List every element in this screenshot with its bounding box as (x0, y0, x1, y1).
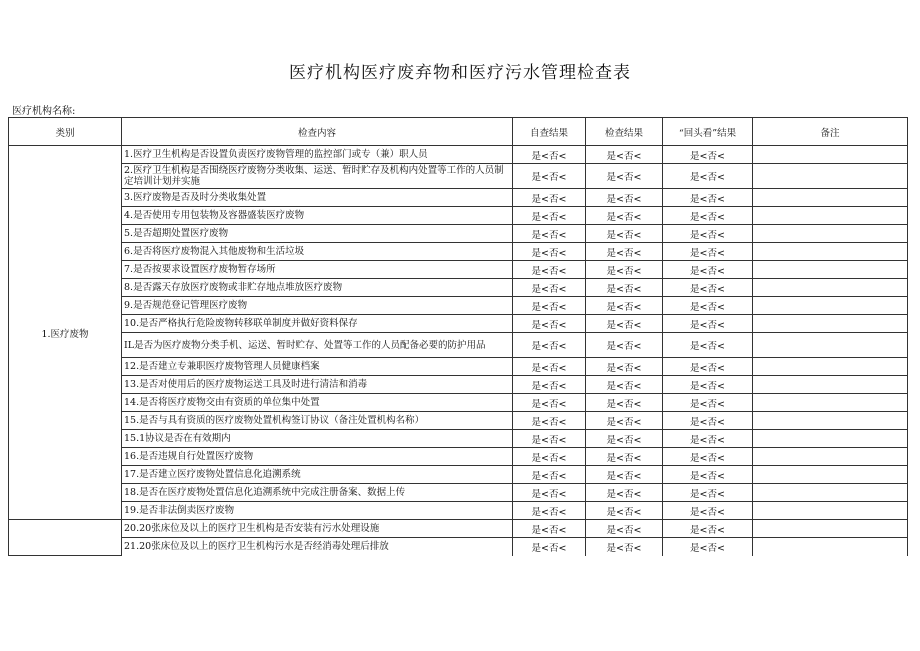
remarks-cell[interactable] (753, 189, 908, 207)
self-check-option[interactable]: 是<否< (513, 146, 586, 164)
inspect-option[interactable]: 是<否< (586, 164, 663, 189)
org-name-label: 医疗机构名称: (12, 106, 76, 117)
table-row (9, 146, 908, 164)
lookback-option[interactable]: 是<否< (663, 261, 753, 279)
inspect-option[interactable]: 是<否< (586, 412, 663, 430)
check-item: 15.1协议是否在有效期内 (122, 430, 513, 448)
header-remarks: 备注 (753, 118, 908, 146)
remarks-cell[interactable] (753, 279, 908, 297)
table-row (9, 538, 908, 556)
self-check-option[interactable]: 是<否< (513, 315, 586, 333)
inspect-option[interactable]: 是<否< (586, 484, 663, 502)
self-check-option[interactable]: 是<否< (513, 225, 586, 243)
inspection-table (8, 117, 908, 556)
inspect-option[interactable]: 是<否< (586, 430, 663, 448)
category-sewage (9, 520, 122, 556)
inspect-option[interactable]: 是<否< (586, 448, 663, 466)
remarks-cell[interactable] (753, 376, 908, 394)
self-check-option[interactable]: 是<否< (513, 484, 586, 502)
lookback-option[interactable]: 是<否< (663, 484, 753, 502)
remarks-cell[interactable] (753, 502, 908, 520)
check-item: 5.是否超期处置医疗废物 (122, 225, 513, 243)
check-item: 8.是否露天存放医疗废物或非贮存地点堆放医疗废物 (122, 279, 513, 297)
check-item: 21.20张床位及以上的医疗卫生机构污水是否经消毒处理后排放 (122, 538, 513, 556)
table-row (9, 315, 908, 333)
table-row (9, 333, 908, 358)
self-check-option[interactable]: 是<否< (513, 261, 586, 279)
lookback-option[interactable]: 是<否< (663, 448, 753, 466)
remarks-cell[interactable] (753, 261, 908, 279)
remarks-cell[interactable] (753, 448, 908, 466)
table-row (9, 376, 908, 394)
remarks-cell[interactable] (753, 520, 908, 538)
self-check-option[interactable]: 是<否< (513, 520, 586, 538)
remarks-cell[interactable] (753, 225, 908, 243)
inspect-option[interactable]: 是<否< (586, 502, 663, 520)
check-item: 4.是否使用专用包装物及容器盛装医疗废物 (122, 207, 513, 225)
inspect-option[interactable]: 是<否< (586, 297, 663, 315)
inspect-option[interactable]: 是<否< (586, 243, 663, 261)
self-check-option[interactable]: 是<否< (513, 333, 586, 358)
lookback-option[interactable]: 是<否< (663, 358, 753, 376)
table-header-row (9, 118, 908, 146)
lookback-option[interactable]: 是<否< (663, 189, 753, 207)
self-check-option[interactable]: 是<否< (513, 502, 586, 520)
table-row (9, 466, 908, 484)
inspect-option[interactable]: 是<否< (586, 279, 663, 297)
check-item: 19.是否非法倒卖医疗废物 (122, 502, 513, 520)
inspect-option[interactable]: 是<否< (586, 261, 663, 279)
lookback-option[interactable]: 是<否< (663, 502, 753, 520)
table-row (9, 261, 908, 279)
lookback-option[interactable]: 是<否< (663, 207, 753, 225)
remarks-cell[interactable] (753, 146, 908, 164)
header-category: 类别 (9, 118, 122, 146)
lookback-option[interactable]: 是<否< (663, 376, 753, 394)
check-item: 16.是否违规自行处置医疗废物 (122, 448, 513, 466)
check-item: 20.20张床位及以上的医疗卫生机构是否安装有污水处理设施 (122, 520, 513, 538)
page-title: 医疗机构医疗废弃物和医疗污水管理检查表 (289, 63, 631, 83)
table-row (9, 412, 908, 430)
table-row (9, 297, 908, 315)
check-item: 2.医疗卫生机构是否围绕医疗废物分类收集、运送、暂时贮存及机构内处置等工作的人员制定培训计划并实施 (122, 164, 513, 189)
header-self-check: 自查结果 (513, 118, 586, 146)
remarks-cell[interactable] (753, 333, 908, 358)
table-row (9, 394, 908, 412)
lookback-option[interactable]: 是<否< (663, 225, 753, 243)
inspect-option[interactable]: 是<否< (586, 520, 663, 538)
inspect-option[interactable]: 是<否< (586, 394, 663, 412)
check-item: 10.是否严格执行危险废物转移联单制度并做好资料保存 (122, 315, 513, 333)
self-check-option[interactable]: 是<否< (513, 538, 586, 556)
header-inspect: 检查结果 (586, 118, 663, 146)
remarks-cell[interactable] (753, 394, 908, 412)
lookback-option[interactable]: 是<否< (663, 394, 753, 412)
inspect-option[interactable]: 是<否< (586, 376, 663, 394)
self-check-option[interactable]: 是<否< (513, 243, 586, 261)
table-row (9, 430, 908, 448)
check-item: 17.是否建立医疗废物处置信息化追溯系统 (122, 466, 513, 484)
remarks-cell[interactable] (753, 466, 908, 484)
remarks-cell[interactable] (753, 164, 908, 189)
inspect-option[interactable]: 是<否< (586, 358, 663, 376)
self-check-option[interactable]: 是<否< (513, 376, 586, 394)
table-row (9, 448, 908, 466)
check-item: 13.是否对使用后的医疗废物运送工具及时进行清洁和消毒 (122, 376, 513, 394)
lookback-option[interactable]: 是<否< (663, 520, 753, 538)
remarks-cell[interactable] (753, 412, 908, 430)
remarks-cell[interactable] (753, 484, 908, 502)
self-check-option[interactable]: 是<否< (513, 189, 586, 207)
lookback-option[interactable]: 是<否< (663, 279, 753, 297)
table-row (9, 225, 908, 243)
inspect-option[interactable]: 是<否< (586, 538, 663, 556)
self-check-option[interactable]: 是<否< (513, 207, 586, 225)
check-item: 3.医疗废物是否及时分类收集处置 (122, 189, 513, 207)
category-medical-waste: 1.医疗废物 (9, 146, 122, 520)
lookback-option[interactable]: 是<否< (663, 412, 753, 430)
lookback-option[interactable]: 是<否< (663, 538, 753, 556)
check-item: 15.是否与具有资质的医疗废物处置机构签订协议（备注处置机构名称） (122, 412, 513, 430)
lookback-option[interactable]: 是<否< (663, 146, 753, 164)
check-item: 12.是否建立专兼职医疗废物管理人员健康档案 (122, 358, 513, 376)
table-row (9, 189, 908, 207)
remarks-cell[interactable] (753, 538, 908, 556)
lookback-option[interactable]: 是<否< (663, 315, 753, 333)
remarks-cell[interactable] (753, 207, 908, 225)
inspect-option[interactable]: 是<否< (586, 225, 663, 243)
check-item: 6.是否将医疗废物混入其他废物和生活垃圾 (122, 243, 513, 261)
inspect-option[interactable]: 是<否< (586, 189, 663, 207)
self-check-option[interactable]: 是<否< (513, 448, 586, 466)
self-check-option[interactable]: 是<否< (513, 164, 586, 189)
inspect-option[interactable]: 是<否< (586, 207, 663, 225)
table-row (9, 243, 908, 261)
check-item: 9.是否规范登记管理医疗废物 (122, 297, 513, 315)
check-item: 7.是否按要求设置医疗废物暂存场所 (122, 261, 513, 279)
table-row (9, 164, 908, 189)
lookback-option[interactable]: 是<否< (663, 430, 753, 448)
remarks-cell[interactable] (753, 315, 908, 333)
lookback-option[interactable]: 是<否< (663, 333, 753, 358)
check-item: 1.医疗卫生机构是否设置负责医疗废物管理的监控部门或专（兼）职人员 (122, 146, 513, 164)
table-row (9, 502, 908, 520)
self-check-option[interactable]: 是<否< (513, 430, 586, 448)
check-item: 18.是否在医疗废物处置信息化追溯系统中完成注册备案、数据上传 (122, 484, 513, 502)
self-check-option[interactable]: 是<否< (513, 466, 586, 484)
table-row (9, 279, 908, 297)
self-check-option[interactable]: 是<否< (513, 279, 586, 297)
check-item: 14.是否将医疗废物交由有资质的单位集中处置 (122, 394, 513, 412)
inspect-option[interactable]: 是<否< (586, 315, 663, 333)
table-row (9, 484, 908, 502)
table-row (9, 358, 908, 376)
lookback-option[interactable]: 是<否< (663, 466, 753, 484)
self-check-option[interactable]: 是<否< (513, 394, 586, 412)
check-item: IL是否为医疗废物分类手机、运送、暂时贮存、处置等工作的人员配备必要的防护用品 (122, 333, 513, 358)
table-row (9, 520, 908, 538)
remarks-cell[interactable] (753, 430, 908, 448)
self-check-option[interactable]: 是<否< (513, 358, 586, 376)
inspect-option[interactable]: 是<否< (586, 146, 663, 164)
inspect-option[interactable]: 是<否< (586, 333, 663, 358)
header-content: 检查内容 (122, 118, 513, 146)
inspect-option[interactable]: 是<否< (586, 466, 663, 484)
table-row (9, 207, 908, 225)
remarks-cell[interactable] (753, 358, 908, 376)
self-check-option[interactable]: 是<否< (513, 297, 586, 315)
lookback-option[interactable]: 是<否< (663, 164, 753, 189)
remarks-cell[interactable] (753, 243, 908, 261)
header-lookback: “回头看”结果 (663, 118, 753, 146)
remarks-cell[interactable] (753, 297, 908, 315)
lookback-option[interactable]: 是<否< (663, 297, 753, 315)
self-check-option[interactable]: 是<否< (513, 412, 586, 430)
lookback-option[interactable]: 是<否< (663, 243, 753, 261)
